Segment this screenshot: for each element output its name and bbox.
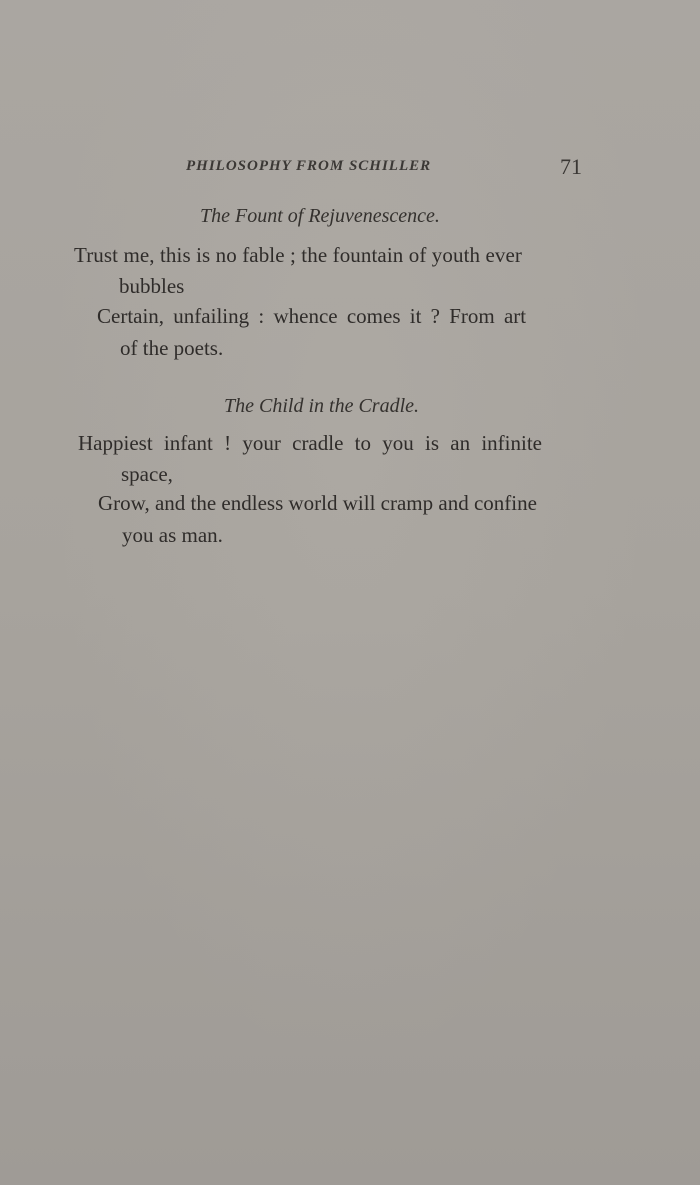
poem-line: you as man. <box>122 523 223 547</box>
running-head: PHILOSOPHY FROM SCHILLER <box>186 158 432 174</box>
poem-line: bubbles <box>119 274 185 298</box>
poem-title: The Fount of Rejuvenescence. <box>200 205 440 227</box>
poem-line: Grow, and the endless world will cramp and confine <box>98 491 537 515</box>
poem-line: Trust me, this is no fable ; the fountain of youth ever <box>74 243 522 267</box>
page-number: 71 <box>560 154 582 179</box>
poem-line: of the poets. <box>120 336 224 360</box>
poem-line: space, <box>121 462 173 486</box>
poem-title: The Child in the Cradle. <box>224 395 419 417</box>
page-header <box>186 156 586 180</box>
poem-line: Happiest infant ! your cradle to you is an infinite <box>78 431 542 455</box>
poem-line: Certain, unfailing : whence comes it ? From art <box>97 304 527 328</box>
